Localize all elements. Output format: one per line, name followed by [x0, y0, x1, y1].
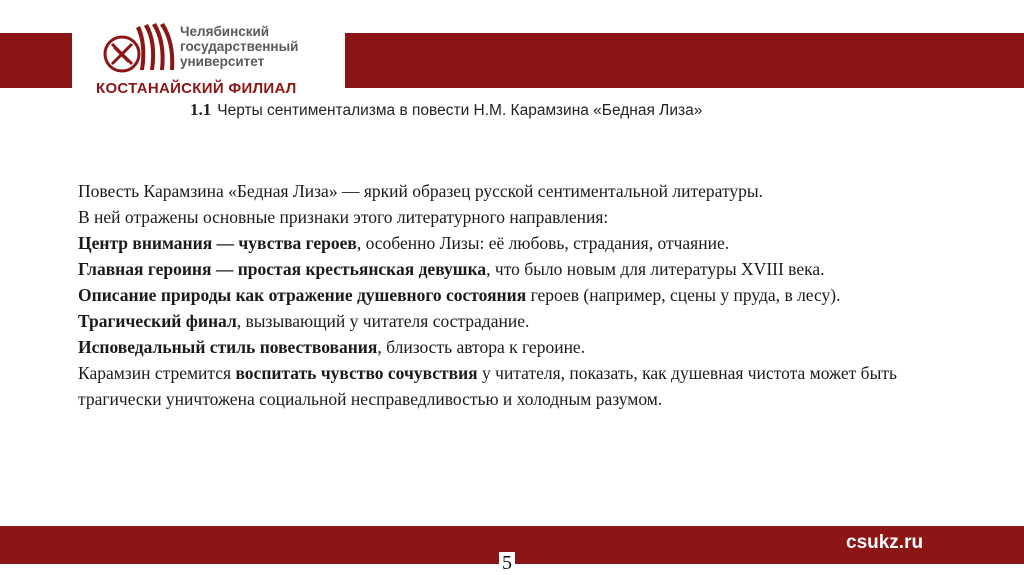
university-name-line: Челябинский	[180, 24, 270, 39]
section-number: 1.1	[190, 100, 212, 119]
bold-text: Главная героиня — простая крестьянская девушка	[78, 259, 487, 279]
site-url: csukz.ru	[846, 532, 924, 553]
branch-name: КОСТАНАЙСКИЙ ФИЛИАЛ	[96, 80, 297, 97]
paragraph	[78, 282, 978, 308]
paragraph	[78, 230, 978, 256]
bold-text: Трагический финал	[78, 311, 237, 331]
paragraph	[78, 334, 978, 360]
page-number: 5	[499, 552, 515, 575]
bold-text: Исповедальный стиль повествования	[78, 337, 378, 357]
header-band-left	[0, 33, 72, 88]
university-name-line: государственный	[180, 39, 299, 54]
paragraph	[78, 308, 978, 334]
text-span: , особенно Лизы: её любовь, страдания, отчаяние.	[356, 233, 730, 253]
paragraph	[78, 178, 978, 204]
university-logo-icon	[100, 20, 178, 80]
title-text: Черты сентиментализма в повести Н.М. Карамзина «Бедная Лиза»	[217, 102, 703, 119]
university-name-line: университет	[180, 54, 265, 69]
paragraph	[78, 360, 978, 412]
text-span: Повесть Карамзина «Бедная Лиза» — яркий образец русской сентиментальной литературы.	[78, 181, 764, 201]
paragraph	[78, 256, 978, 282]
text-span: Карамзин стремится	[78, 363, 236, 383]
text-span: героев (например, сцены у пруда, в лесу).	[526, 285, 841, 305]
slide-title	[190, 100, 702, 120]
bold-text: Центр внимания — чувства героев	[78, 233, 357, 253]
text-span: , что было новым для литературы XVIII века.	[486, 259, 825, 279]
paragraph	[78, 204, 978, 230]
university-name	[180, 24, 298, 69]
text-span: , вызывающий у читателя сострадание.	[236, 311, 530, 331]
text-span: В ней отражены основные признаки этого литературного направления:	[78, 207, 609, 227]
bold-text: воспитать чувство сочувствия	[235, 363, 478, 383]
bold-text: Описание природы как отражение душевного состояния	[78, 285, 527, 305]
text-span: , близость автора к героине.	[377, 337, 586, 357]
slide-body	[78, 178, 978, 412]
text-span: у читателя, показать, как душевная чистота может быть трагически уничтожена социальной несправедливостью и холодным разумом.	[78, 363, 897, 409]
header-band-right	[345, 33, 1024, 88]
